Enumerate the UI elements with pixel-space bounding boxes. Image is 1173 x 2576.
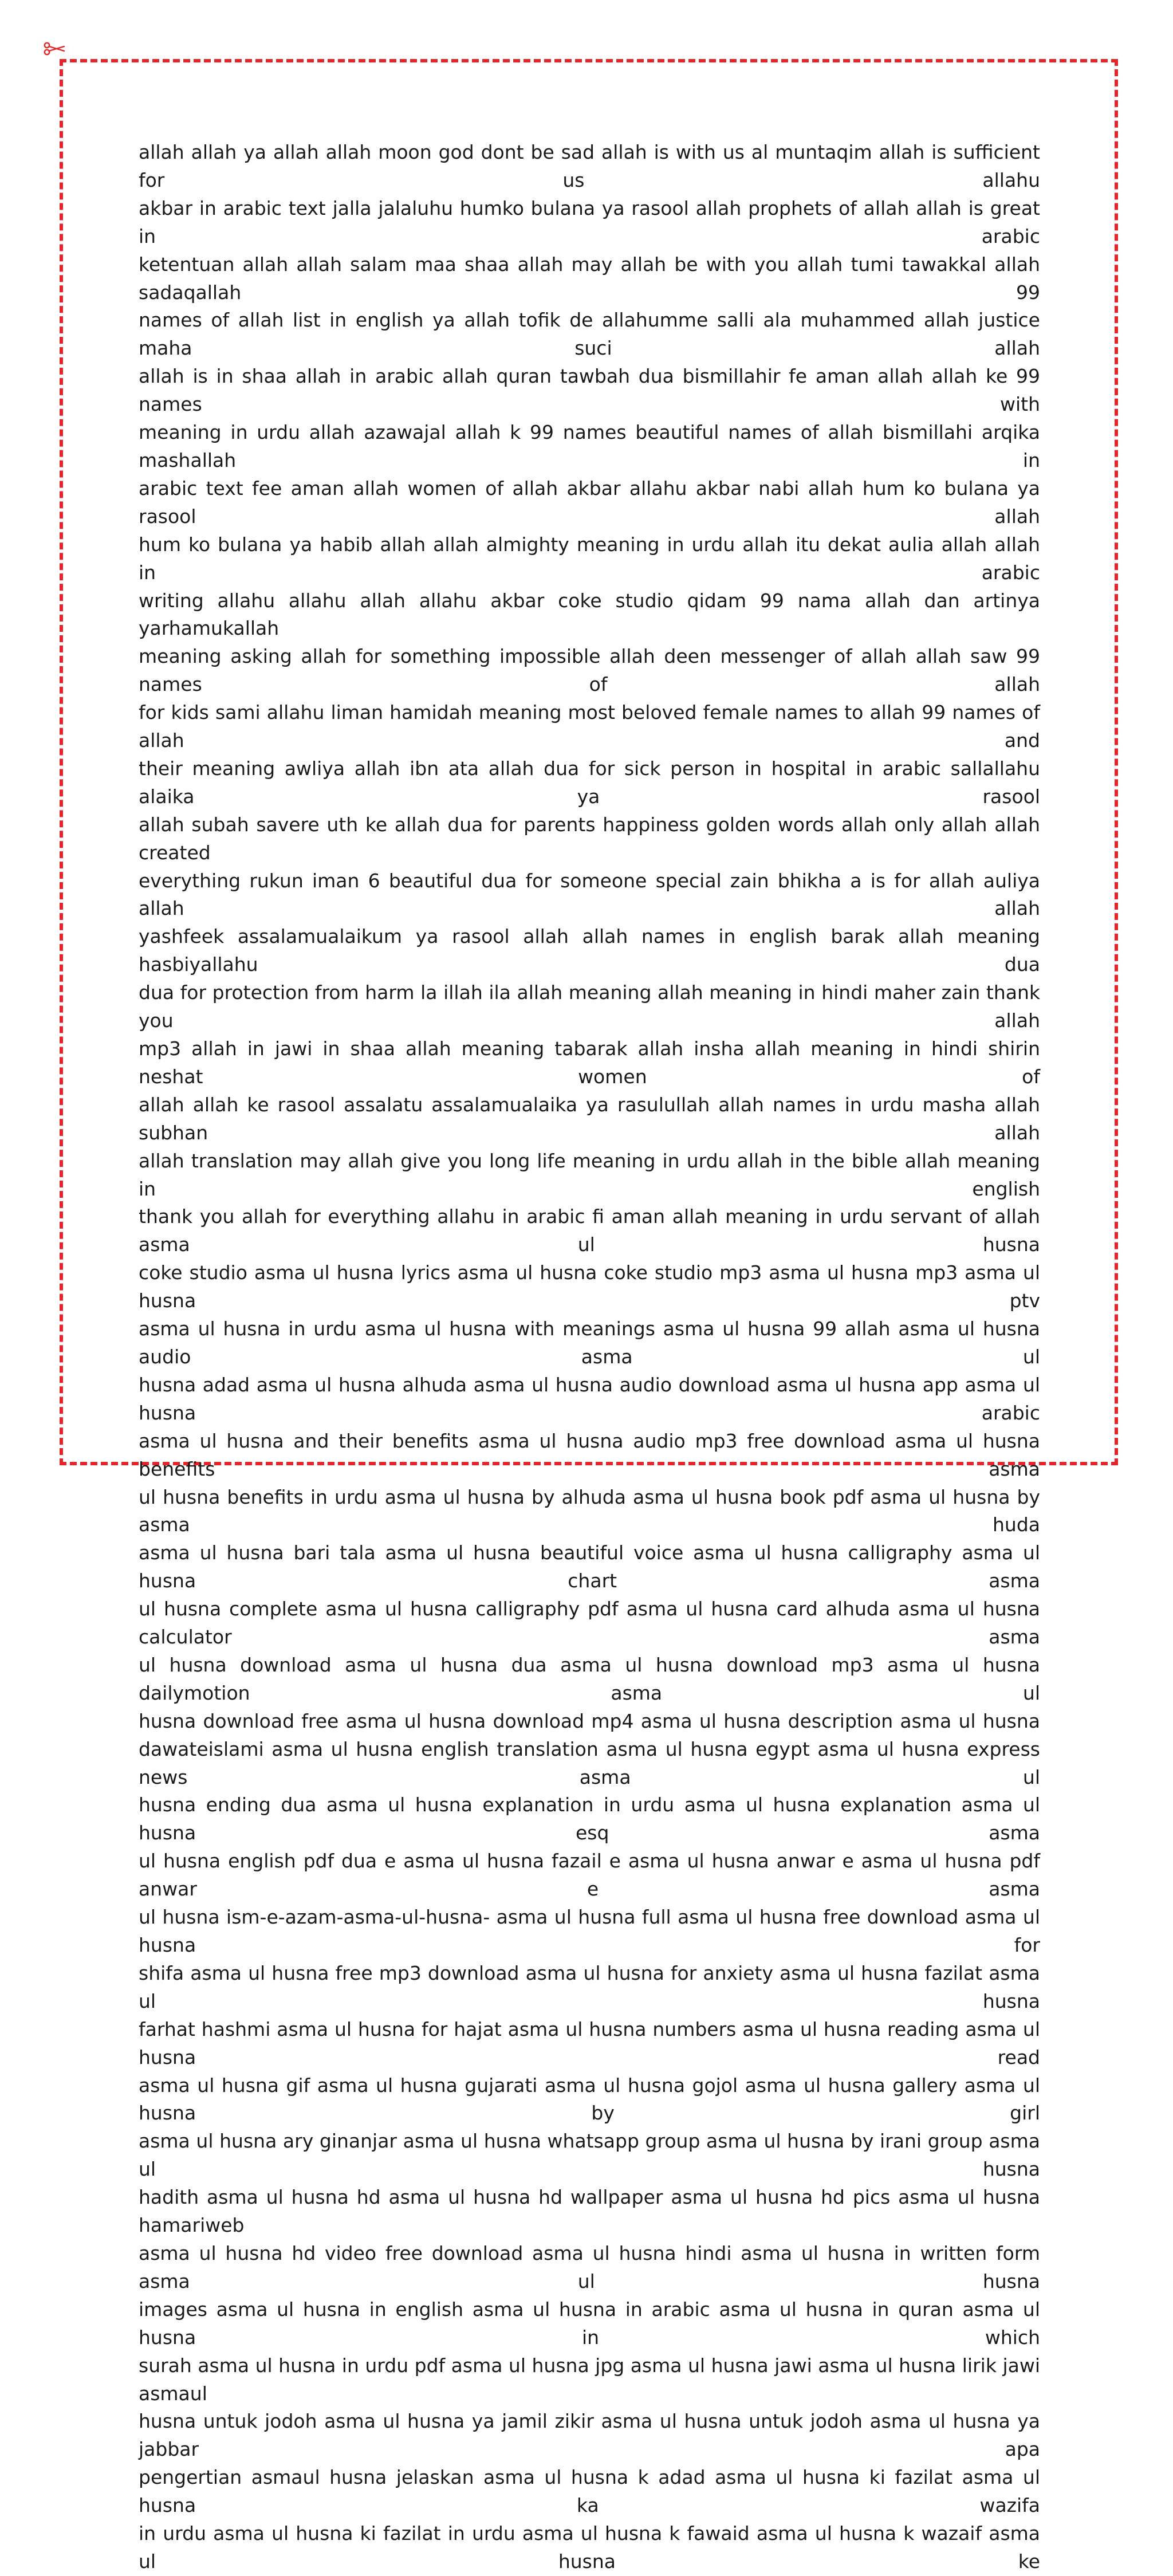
text-line: everything rukun iman 6 beautiful dua for someone special zain bhikha a is for allah auliya allah allah bbox=[139, 869, 1040, 920]
text-line: akbar in arabic text jalla jalaluhu humko bulana ya rasool allah prophets of allah allah is great in arabic bbox=[139, 196, 1040, 247]
text-line: ul husna ism-e-azam-asma-ul-husna- asma ul husna full asma ul husna free download asma ul husna for bbox=[139, 1906, 1040, 1956]
text-line: dua for protection from harm la illah ila allah meaning allah meaning in hindi maher zain thank you allah bbox=[139, 981, 1040, 1032]
text-line: dawateislami asma ul husna english translation asma ul husna egypt asma ul husna express news asma ul bbox=[139, 1737, 1040, 1788]
text-line: surah asma ul husna in urdu pdf asma ul husna jpg asma ul husna jawi asma ul husna lirik jawi asmaul bbox=[139, 2354, 1040, 2405]
text-line: meaning in urdu allah azawajal allah k 99 names beautiful names of allah bismillahi arqika mashallah in bbox=[139, 421, 1040, 471]
text-line: allah allah ya allah allah moon god dont be sad allah is with us al muntaqim allah is sufficient for us allahu bbox=[139, 141, 1040, 191]
text-line: husna adad asma ul husna alhuda asma ul husna audio download asma ul husna app asma ul husna arabic bbox=[139, 1373, 1040, 1424]
text-line: asma ul husna and their benefits asma ul husna audio mp3 free download asma ul husna benefits asma bbox=[139, 1429, 1040, 1480]
text-line: asma ul husna hd video free download asma ul husna hindi asma ul husna in written form asma ul husna bbox=[139, 2241, 1040, 2292]
text-line: allah translation may allah give you long life meaning in urdu allah in the bible allah meaning in english bbox=[139, 1149, 1040, 1200]
text-line: ul husna english pdf dua e asma ul husna fazail e asma ul husna anwar e asma ul husna pdf anwar e asma bbox=[139, 1850, 1040, 1901]
text-line: asma ul husna gif asma ul husna gujarati asma ul husna gojol asma ul husna gallery asma ul husna by girl bbox=[139, 2074, 1040, 2125]
text-line: their meaning awliya allah ibn ata allah dua for sick person in hospital in arabic sallallahu alaika ya rasool bbox=[139, 757, 1040, 808]
text-line: asma ul husna ary ginanjar asma ul husna whatsapp group asma ul husna by irani group asma ul husna bbox=[139, 2130, 1040, 2181]
text-line: coke studio asma ul husna lyrics asma ul husna coke studio mp3 asma ul husna mp3 asma ul husna ptv bbox=[139, 1261, 1040, 1312]
text-line: asma ul husna in urdu asma ul husna with meanings asma ul husna 99 allah asma ul husna audio asma ul bbox=[139, 1318, 1040, 1368]
text-line: allah is in shaa allah in arabic allah quran tawbah dua bismillahir fe aman allah allah ke 99 names with bbox=[139, 365, 1040, 416]
text-line: allah subah savere uth ke allah dua for parents happiness golden words allah only allah allah created bbox=[139, 813, 1040, 864]
text-line: in urdu asma ul husna ki fazilat in urdu asma ul husna k fawaid asma ul husna k wazaif asma ul husna ke bbox=[139, 2522, 1040, 2573]
text-line: names of allah list in english ya allah tofik de allahumme salli ala muhammed allah justice maha suci allah bbox=[139, 309, 1040, 360]
text-line: hadith asma ul husna hd asma ul husna hd wallpaper asma ul husna hd pics asma ul husna hamariweb bbox=[139, 2186, 1040, 2237]
text-line: meaning asking allah for something impossible allah deen messenger of allah allah saw 99 names of allah bbox=[139, 645, 1040, 696]
text-line: hum ko bulana ya habib allah allah almighty meaning in urdu allah itu dekat aulia allah allah in arabic bbox=[139, 533, 1040, 584]
text-line: writing allahu allahu allah allahu akbar coke studio qidam 99 nama allah dan artinya yarhamukallah bbox=[139, 589, 1040, 640]
text-line: ul husna download asma ul husna dua asma ul husna download mp3 asma ul husna dailymotion asma ul bbox=[139, 1653, 1040, 1704]
text-line: husna untuk jodoh asma ul husna ya jamil zikir asma ul husna untuk jodoh asma ul husna ya jabbar apa bbox=[139, 2410, 1040, 2461]
text-line: arabic text fee aman allah women of allah akbar allahu akbar nabi allah hum ko bulana ya rasool allah bbox=[139, 477, 1040, 528]
text-line: ketentuan allah allah salam maa shaa allah may allah be with you allah tumi tawakkal allah sadaqallah 99 bbox=[139, 253, 1040, 304]
text-line: thank you allah for everything allahu in arabic fi aman allah meaning in urdu servant of allah asma ul husna bbox=[139, 1205, 1040, 1256]
text-line: ul husna complete asma ul husna calligraphy pdf asma ul husna card alhuda asma ul husna calculator asma bbox=[139, 1598, 1040, 1649]
text-line: pengertian asmaul husna jelaskan asma ul husna k adad asma ul husna ki fazilat asma ul husna ka wazifa bbox=[139, 2466, 1040, 2517]
text-line: asma ul husna bari tala asma ul husna beautiful voice asma ul husna calligraphy asma ul husna chart asma bbox=[139, 1541, 1040, 1592]
text-line: images asma ul husna in english asma ul husna in arabic asma ul husna in quran asma ul husna in which bbox=[139, 2298, 1040, 2349]
text-line: for kids sami allahu liman hamidah meaning most beloved female names to allah 99 names of allah and bbox=[139, 701, 1040, 752]
text-line: shifa asma ul husna free mp3 download asma ul husna for anxiety asma ul husna fazilat asma ul husna bbox=[139, 1961, 1040, 2012]
body-text bbox=[139, 139, 1040, 2576]
text-line: husna download free asma ul husna download mp4 asma ul husna description asma ul husna bbox=[139, 1709, 1040, 1732]
text-line: yashfeek assalamualaikum ya rasool allah allah names in english barak allah meaning hasbiyallahu dua bbox=[139, 925, 1040, 976]
text-line: ul husna benefits in urdu asma ul husna by alhuda asma ul husna book pdf asma ul husna by asma huda bbox=[139, 1485, 1040, 1536]
text-line: farhat hashmi asma ul husna for hajat asma ul husna numbers asma ul husna reading asma ul husna read bbox=[139, 2017, 1040, 2068]
text-line: allah allah ke rasool assalatu assalamualaika ya rasulullah allah names in urdu masha allah subhan allah bbox=[139, 1093, 1040, 1144]
scissors-icon bbox=[44, 41, 66, 56]
text-line: husna ending dua asma ul husna explanation in urdu asma ul husna explanation asma ul husna esq asma bbox=[139, 1794, 1040, 1845]
text-line: mp3 allah in jawi in shaa allah meaning tabarak allah insha allah meaning in hindi shirin neshat women of bbox=[139, 1037, 1040, 1088]
